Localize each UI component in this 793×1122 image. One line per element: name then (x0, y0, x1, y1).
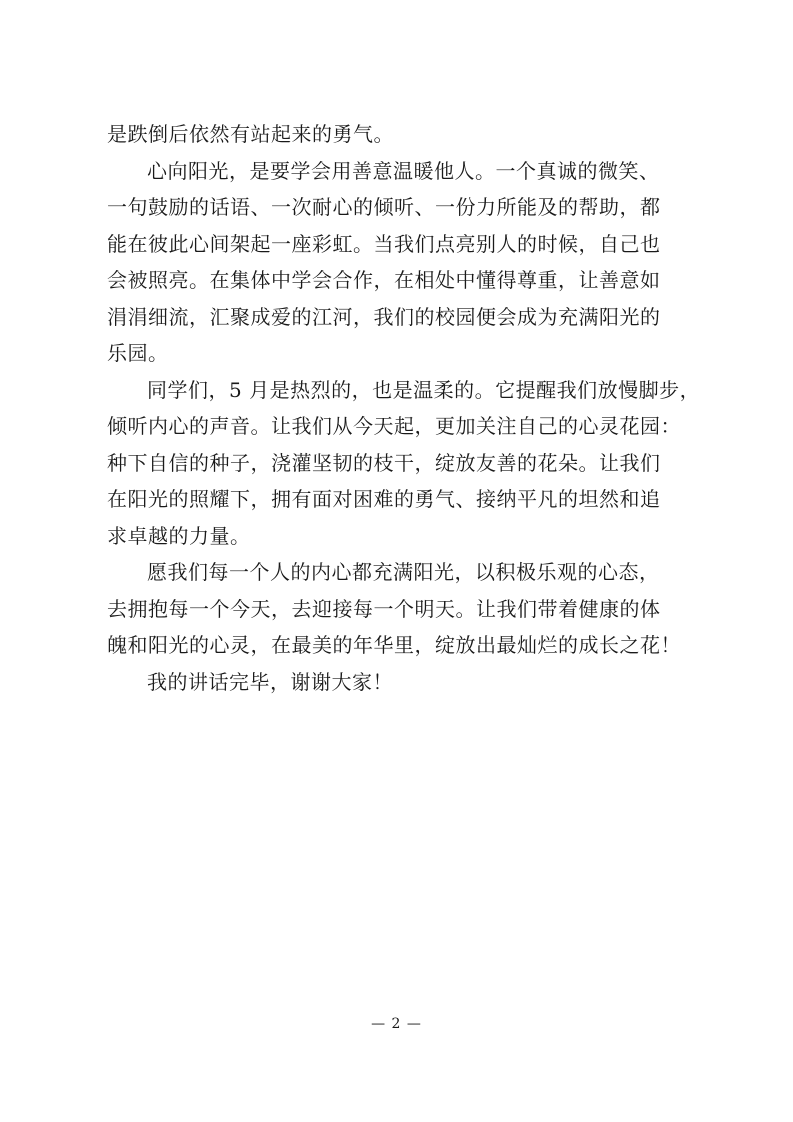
text-line: 涓涓细流，汇聚成爱的江河，我们的校园便会成为充满阳光的 (107, 304, 661, 329)
text-line: 倾听内心的声音。让我们从今天起，更加关注自己的心灵花园： (107, 414, 681, 438)
text-line: 一句鼓励的话语、一次耐心的倾听、一份力所能及的帮助，都 (107, 195, 661, 219)
text-line: 会被照亮。在集体中学会合作，在相处中懂得尊重，让善意如 (107, 268, 661, 292)
text-line: 求卓越的力量。 (107, 523, 251, 548)
text-line: 心向阳光，是要学会用善意温暖他人。一个真诚的微笑、 (147, 158, 660, 183)
text-line: 愿我们每一个人的内心都充满阳光，以积极乐观的心态， (147, 560, 660, 584)
text-line: 我的讲话完毕，谢谢大家！ (147, 669, 393, 694)
text-line: 在阳光的照耀下，拥有面对困难的勇气、接纳平凡的坦然和追 (107, 487, 661, 511)
text-line: 乐园。 (107, 341, 169, 365)
text-line: 魄和阳光的心灵，在最美的年华里，绽放出最灿烂的成长之花！ (107, 633, 681, 657)
text-line: 是跌倒后依然有站起来的勇气。 (107, 122, 394, 146)
document-body (107, 116, 701, 700)
page-number: — 2 — (371, 1016, 422, 1032)
text-line: 去拥抱每一个今天，去迎接每一个明天。让我们带着健康的体 (107, 596, 661, 621)
text-line: 能在彼此心间架起一座彩虹。当我们点亮别人的时候，自己也 (107, 231, 661, 256)
text-line: 种下自信的种子，浇灌坚韧的枝干，绽放友善的花朵。让我们 (107, 450, 661, 475)
text-line: 同学们，5 月是热烈的，也是温柔的。它提醒我们放慢脚步， (147, 377, 701, 402)
